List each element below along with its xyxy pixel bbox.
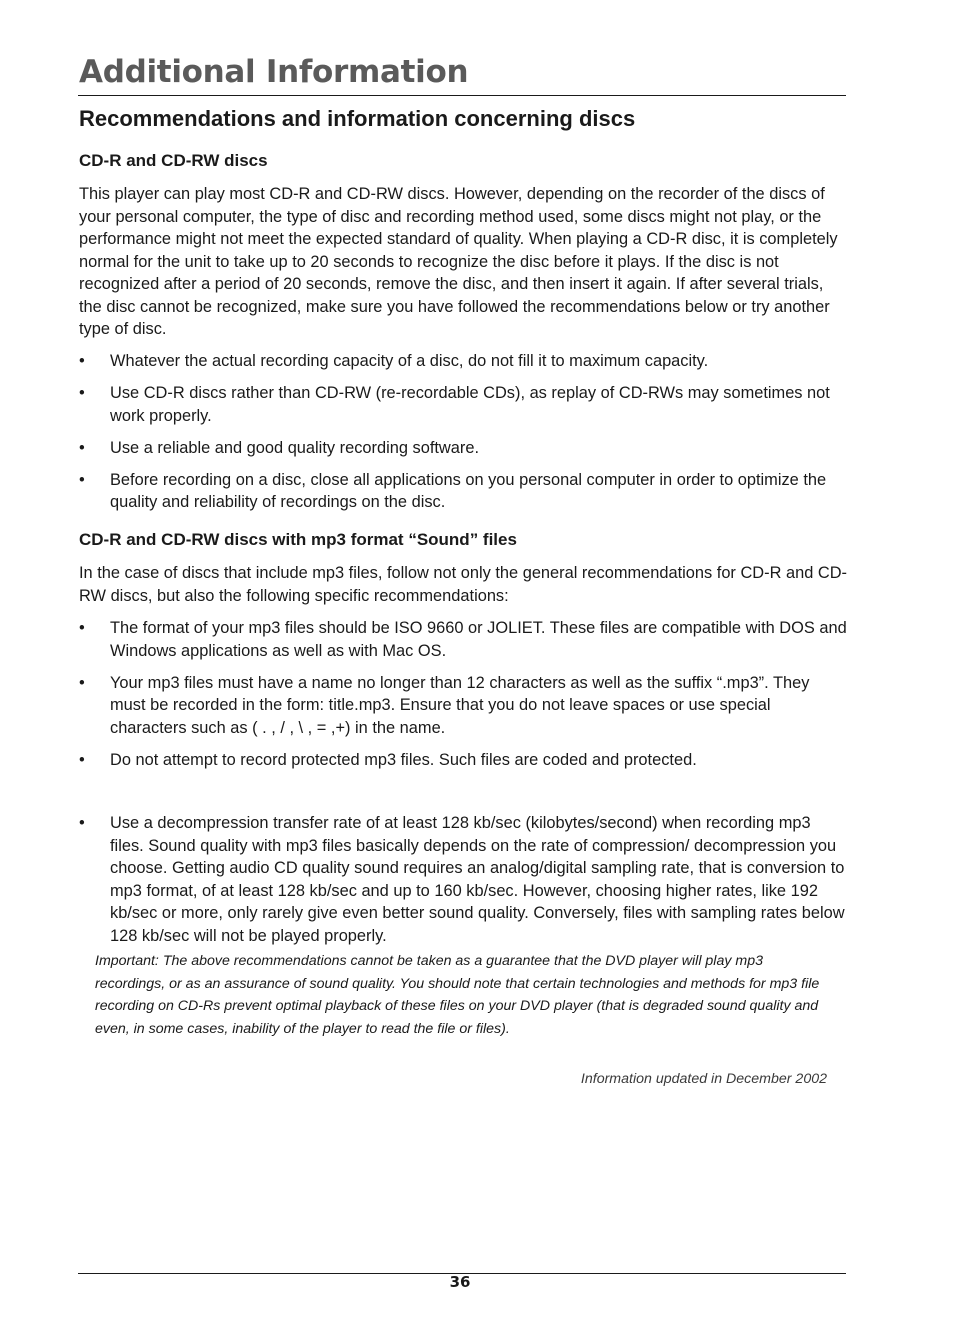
list-item-text: Before recording on a disc, close all applications on you personal computer in order to optimize the quality and reliability of recordings on the disc. [110,470,827,511]
bullet-icon: • [79,750,85,769]
bullet-icon: • [79,814,85,832]
list-item-text: Use a reliable and good quality recording software. [110,438,480,457]
list-item [79,382,847,427]
bullet-icon: • [79,438,85,457]
list-item [79,617,847,662]
cd-r-recommendations-list [79,350,847,523]
list-item-text: Use a decompression transfer rate of at least 128 kb/sec (kilobytes/second) when recording mp3 files. Sound quality with mp3 files basically depends on the rate of compression/ decompression you choose. Getting audio CD quality sound requires an analog/digital sampling rate, that is conversion to mp3 format, of at least 128 kb/sec and up to 160 kb/sec. However, choosing higher rates, like 192 kb/sec or more, only rarely give even better sound quality. Conversely, files with sampling rates below 128 kb/sec will not be played properly. [110,814,845,945]
mp3-transfer-rate-list [79,812,847,957]
list-item [79,812,847,947]
bullet-icon: • [79,352,85,370]
page-title: Additional Information [79,54,469,90]
title-divider [78,95,846,96]
list-item [79,672,847,740]
list-item [79,350,847,373]
list-item-text: The format of your mp3 files should be ISO 9660 or JOLIET. These files are compatible with DOS and Windows applications as well as with Mac OS. [110,619,847,660]
page-number: 36 [449,1273,471,1291]
cd-r-intro-paragraph: This player can play most CD-R and CD-RW discs. However, depending on the recorder of the discs of your personal computer, the type of disc and recording method used, some discs might not play, or the performance might not meet the expected standard of quality. When playing a CD-R disc, it is completely normal for the unit to take up to 20 seconds to recognize the disc before it plays. If the disc is not recognized after a period of 20 seconds, remove the disc, and then insert it again. If after several trials, the disc cannot be recognized, make sure you have followed the recommendations below or try another type of disc. [79,185,838,338]
list-item [79,469,847,514]
important-note: Important: The above recommendations cannot be taken as a guarantee that the DVD player will play mp3 recordings, or as an assurance of sound quality. You should note that certain technologies and methods for mp3 file recording on CD-Rs prevent optimal playback of these files on your DVD player (that is degraded sound quality and even, in some cases, inability of the player to read the file or files). [95,953,820,1037]
list-item [79,437,847,460]
subsection-heading-mp3: CD-R and CD-RW discs with mp3 format “Sound” files [79,530,517,549]
list-item-text: Your mp3 files must have a name no longer than 12 characters as well as the suffix “.mp3”. They must be recorded in the form: title.mp3. Ensure that you do not leave spaces or use special characters such as ( . , / , \ , = ,+) in the name. [110,673,810,737]
list-item-text: Use CD-R discs rather than CD-RW (re-recordable CDs), as replay of CD-RWs may sometimes not work properly. [110,384,830,425]
bullet-icon: • [79,673,85,692]
bullet-icon: • [79,619,85,637]
mp3-recommendations-list [79,617,847,781]
bullet-icon: • [79,470,85,489]
mp3-intro-paragraph: In the case of discs that include mp3 files, follow not only the general recommendations for CD-R and CD-RW discs, but also the following specific recommendations: [79,564,847,605]
subsection-heading-cd-r: CD-R and CD-RW discs [79,151,268,170]
update-date-note: Information updated in December 2002 [580,1071,827,1087]
bullet-icon: • [79,384,85,402]
list-item-text: Whatever the actual recording capacity of a disc, do not fill it to maximum capacity. [110,352,709,370]
list-item [79,749,847,772]
section-heading: Recommendations and information concerning discs [79,106,636,131]
list-item-text: Do not attempt to record protected mp3 files. Such files are coded and protected. [110,750,697,769]
